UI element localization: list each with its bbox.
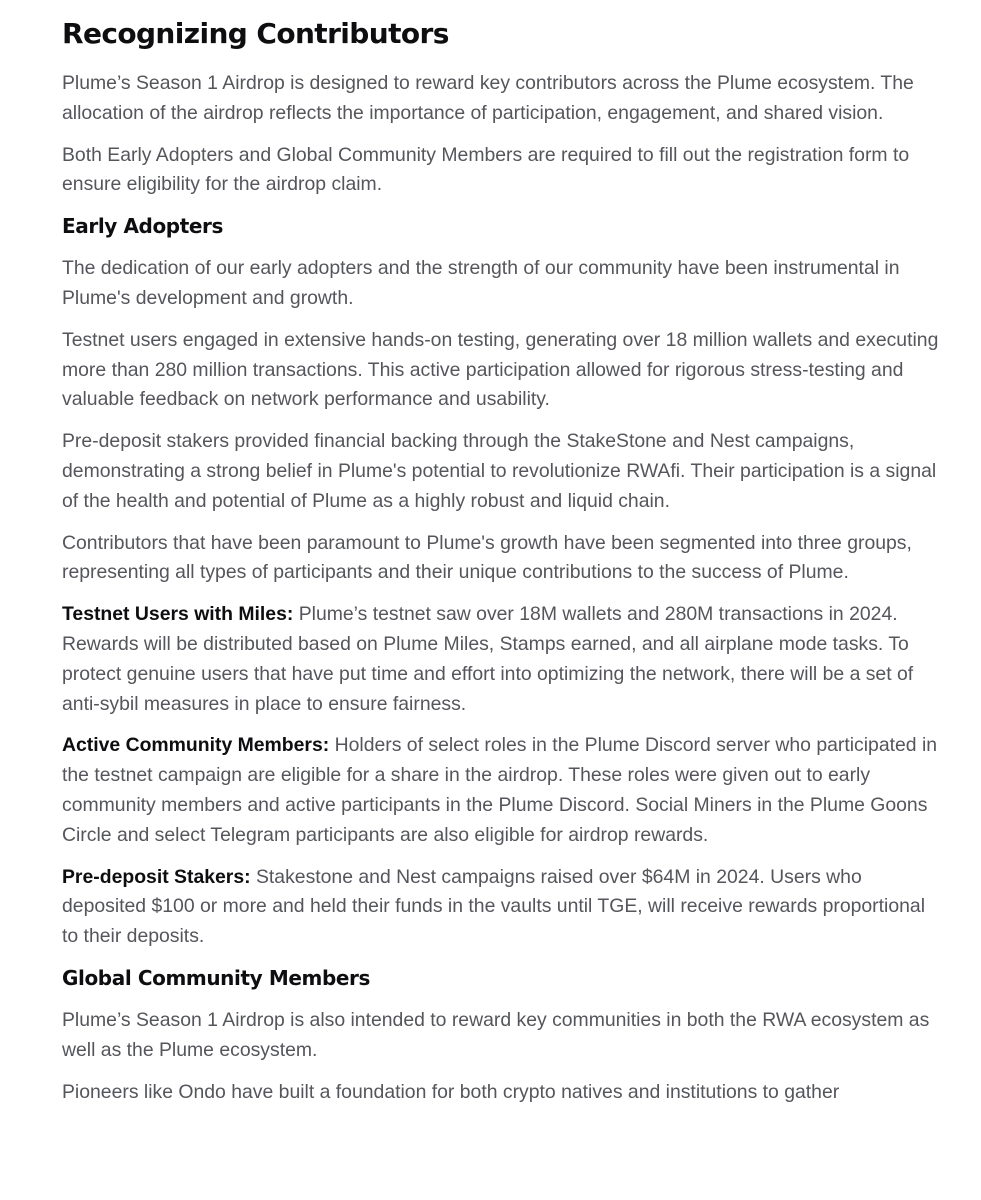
global-community-paragraph: Pioneers like Ondo have built a foundation for both crypto natives and institutions to gather [62, 1080, 840, 1103]
group-active-community [62, 731, 941, 850]
group-label: Pre-deposit Stakers: [62, 865, 251, 888]
group-pre-deposit-stakers [62, 863, 941, 952]
group-description: Plume’s testnet saw over 18M wallets and 280M transactions in 2024. Rewards will be distributed based on Plume Miles, Stamps earned, and all airplane mode tasks. To protect genuine users that have put time and effort into optimizing the network, there will be a set of anti-sybil measures in place to ensure fairness. [62, 603, 914, 715]
group-label: Active Community Members: [62, 734, 330, 757]
early-adopters-paragraph: The dedication of our early adopters and the strength of our community have been instrumental in Plume's development and growth. [62, 257, 900, 309]
group-testnet-users [62, 600, 941, 719]
early-adopters-paragraph: Contributors that have been paramount to Plume's growth have been segmented into three groups, representing all types of participants and their unique contributions to the success of Plume. [62, 531, 912, 584]
section-heading-early-adopters: Early Adopters [62, 214, 224, 239]
group-label: Testnet Users with Miles: [62, 603, 294, 626]
group-description: Holders of select roles in the Plume Discord server who participated in the testnet campaign are eligible for a share in the airdrop. These roles were given out to early community members and active participants in the Plume Discord. Social Miners in the Plume Goons Circle and select Telegram participants are also eligible for airdrop rewards. [62, 734, 938, 846]
global-community-paragraph: Plume’s Season 1 Airdrop is also intended to reward key communities in both the RWA ecosystem as well as the Plume ecosystem. [62, 1008, 930, 1061]
section-heading-global-community: Global Community Members [62, 965, 370, 990]
intro-paragraph: Plume’s Season 1 Airdrop is designed to reward key contributors across the Plume ecosystem. The allocation of the airdrop reflects the importance of participation, engagement, and shared vision. [62, 72, 914, 124]
group-description: Stakestone and Nest campaigns raised over $64M in 2024. Users who deposited $100 or more and held their funds in the vaults until TGE, will receive rewards proportional to their deposits. [62, 865, 925, 948]
early-adopters-paragraph: Pre-deposit stakers provided financial backing through the StakeStone and Nest campaigns, demonstrating a strong belief in Plume's potential to revolutionize RWAfi. Their participation is a signal of the health and potential of Plume as a highly robust and liquid chain. [62, 430, 937, 512]
early-adopters-paragraph: Testnet users engaged in extensive hands-on testing, generating over 18 million wallets and executing more than 280 million transactions. This active participation allowed for rigorous stress-testing and valuable feedback on network performance and usability. [62, 328, 939, 411]
intro-paragraph: Both Early Adopters and Global Community Members are required to fill out the registration form to ensure eligibility for the airdrop claim. [62, 143, 910, 196]
page-title: Recognizing Contributors [62, 17, 449, 50]
